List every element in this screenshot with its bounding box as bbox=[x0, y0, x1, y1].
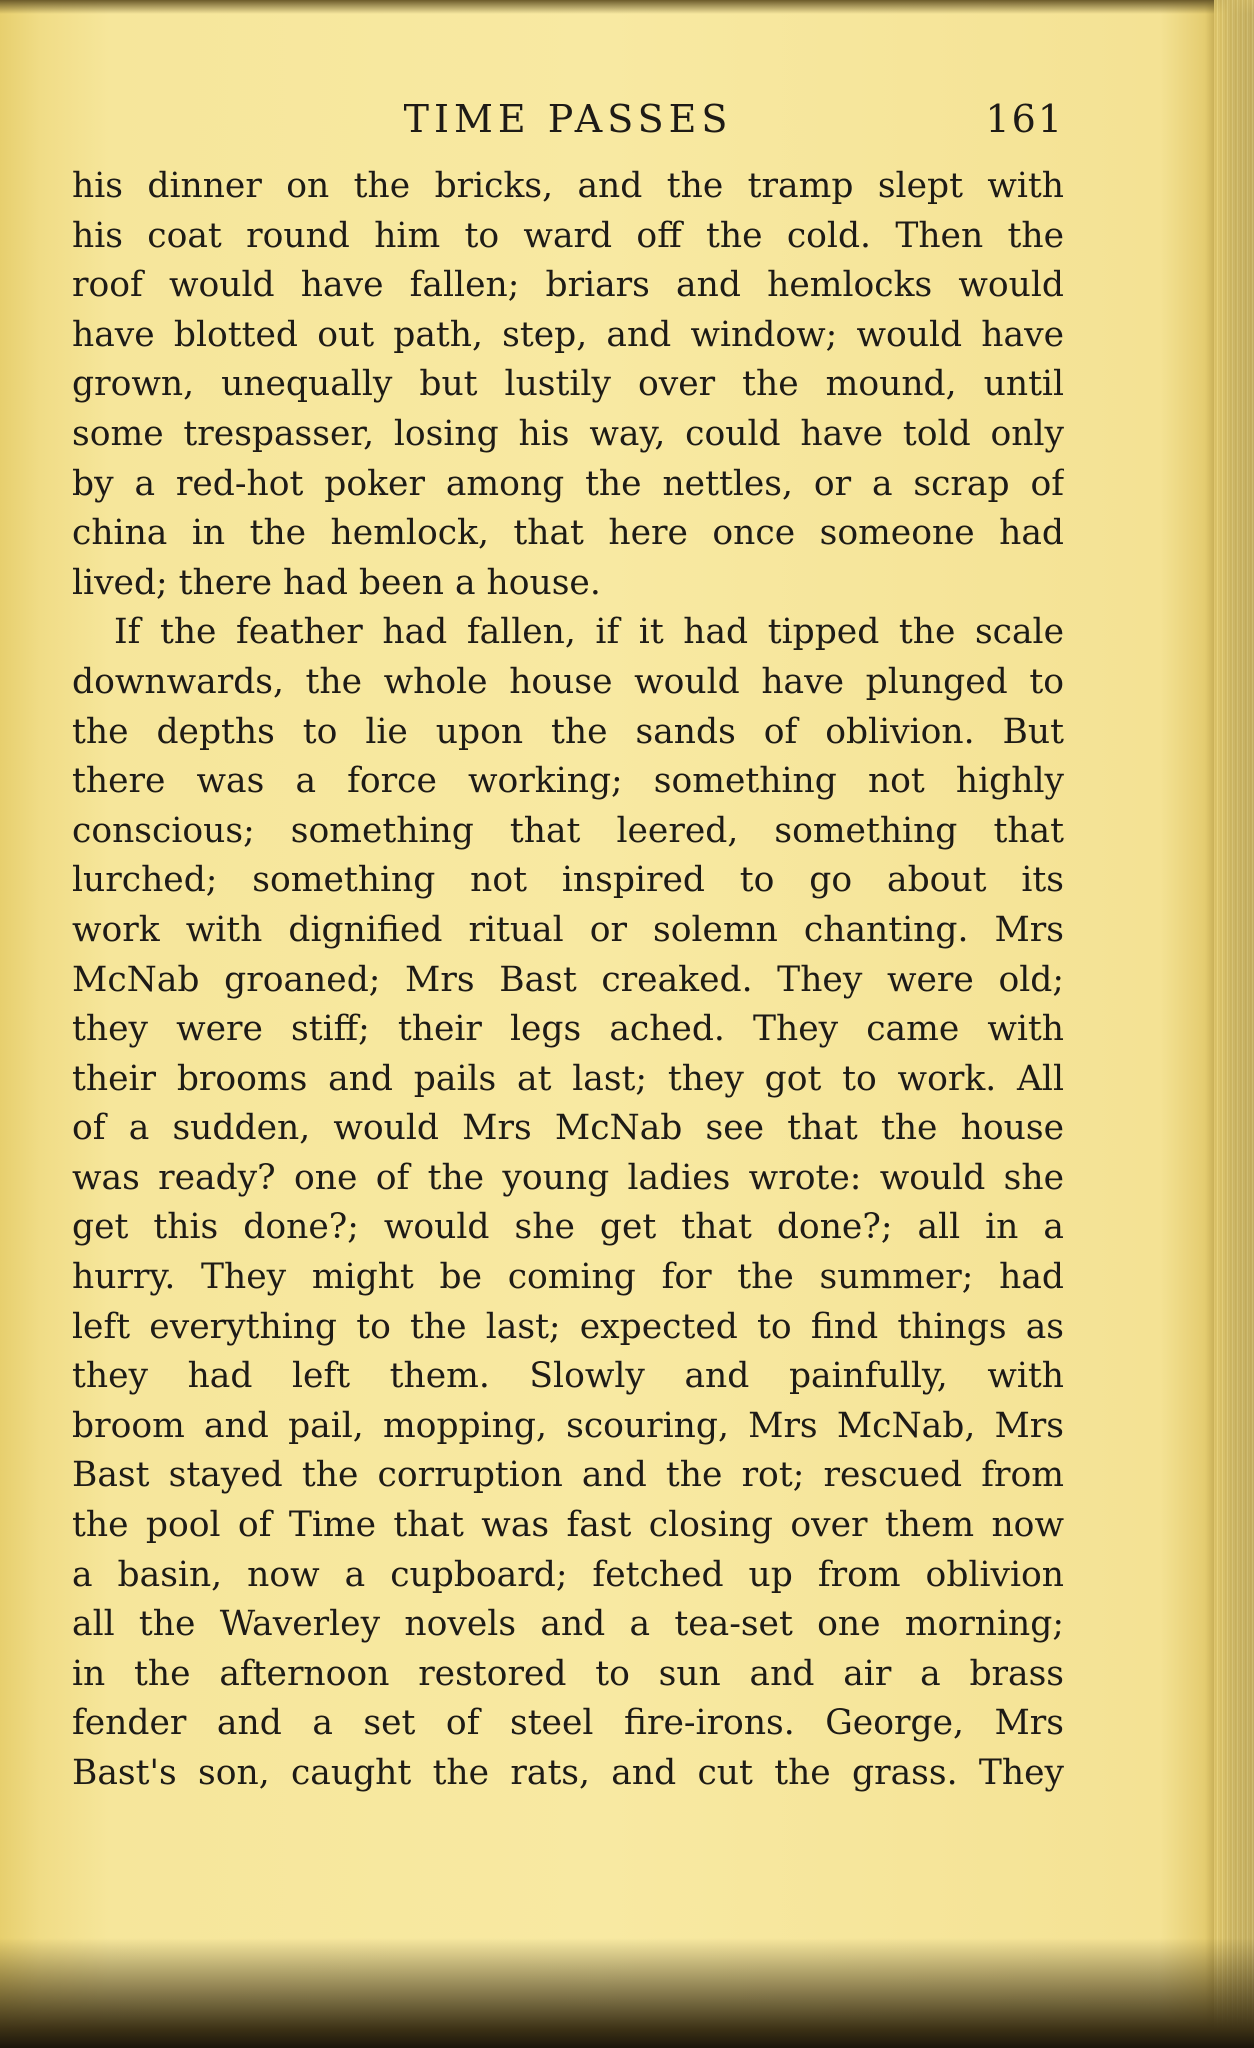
text-line: the pool of Time that was fast closing over them now bbox=[72, 1505, 1064, 1546]
page-edge bbox=[1214, 0, 1254, 2048]
running-title: TIME PASSES bbox=[403, 97, 733, 141]
text-line: broom and pail, mopping, scouring, Mrs McNab, Mrs bbox=[72, 1405, 1064, 1446]
text-line: If the feather had fallen, if it had tipped the scale bbox=[114, 612, 1064, 653]
text-line: their brooms and pails at last; they got to work. All bbox=[72, 1058, 1064, 1099]
text-line: his dinner on the bricks, and the tramp slept with bbox=[72, 166, 1064, 206]
text-line: was ready? one of the young ladies wrote: would she bbox=[72, 1157, 1064, 1198]
text-line: his coat round him to ward off the cold. Then the bbox=[72, 215, 1064, 256]
text-line: some trespasser, losing his way, could have told only bbox=[72, 413, 1064, 454]
text-line: of a sudden, would Mrs McNab see that the house bbox=[72, 1108, 1064, 1149]
paragraph-1 bbox=[72, 162, 1064, 608]
text-line: there was a force working; something not highly bbox=[72, 761, 1064, 802]
text-line: roof would have fallen; briars and hemlocks would bbox=[72, 265, 1064, 306]
text-line: they had left them. Slowly and painfully, with bbox=[72, 1356, 1064, 1397]
text-line: by a red-hot poker among the nettles, or a scrap of bbox=[72, 463, 1064, 504]
text-line: hurry. They might be coming for the summer; had bbox=[72, 1257, 1064, 1298]
text-line: get this done?; would she get that done?; all in a bbox=[72, 1207, 1064, 1248]
text-line: McNab groaned; Mrs Bast creaked. They were old; bbox=[72, 959, 1064, 1000]
text-line: fender and a set of steel fire-irons. George, Mrs bbox=[72, 1703, 1064, 1744]
body-text bbox=[72, 162, 1064, 1799]
text-line: in the afternoon restored to sun and air a brass bbox=[72, 1653, 1064, 1694]
text-line: they were stiff; their legs ached. They came with bbox=[72, 1009, 1064, 1050]
text-line: china in the hemlock, that here once someone had bbox=[72, 513, 1064, 554]
text-line: all the Waverley novels and a tea-set one morning; bbox=[72, 1604, 1064, 1645]
text-line: conscious; something that leered, something that bbox=[72, 810, 1064, 851]
text-line: downwards, the whole house would have plunged to bbox=[72, 661, 1064, 702]
text-line: Bast stayed the corruption and the rot; rescued from bbox=[72, 1455, 1064, 1496]
text-line: a basin, now a cupboard; fetched up from oblivion bbox=[72, 1554, 1064, 1595]
text-line: lurched; something not inspired to go about its bbox=[72, 860, 1064, 901]
text-line: lived; there had been a house. bbox=[72, 562, 601, 603]
text-line: Bast's son, caught the rats, and cut the grass. They bbox=[72, 1753, 1064, 1793]
text-line: the depths to lie upon the sands of oblivion. But bbox=[72, 711, 1064, 752]
paragraph-2 bbox=[72, 608, 1064, 1798]
page-number: 161 bbox=[985, 97, 1064, 141]
text-line: work with dignified ritual or solemn chanting. Mrs bbox=[72, 909, 1064, 950]
text-line: have blotted out path, step, and window; would have bbox=[72, 314, 1064, 355]
text-line: grown, unequally but lustily over the mound, until bbox=[72, 364, 1064, 405]
text-line: left everything to the last; expected to find things as bbox=[72, 1306, 1064, 1347]
running-head bbox=[72, 92, 1064, 146]
